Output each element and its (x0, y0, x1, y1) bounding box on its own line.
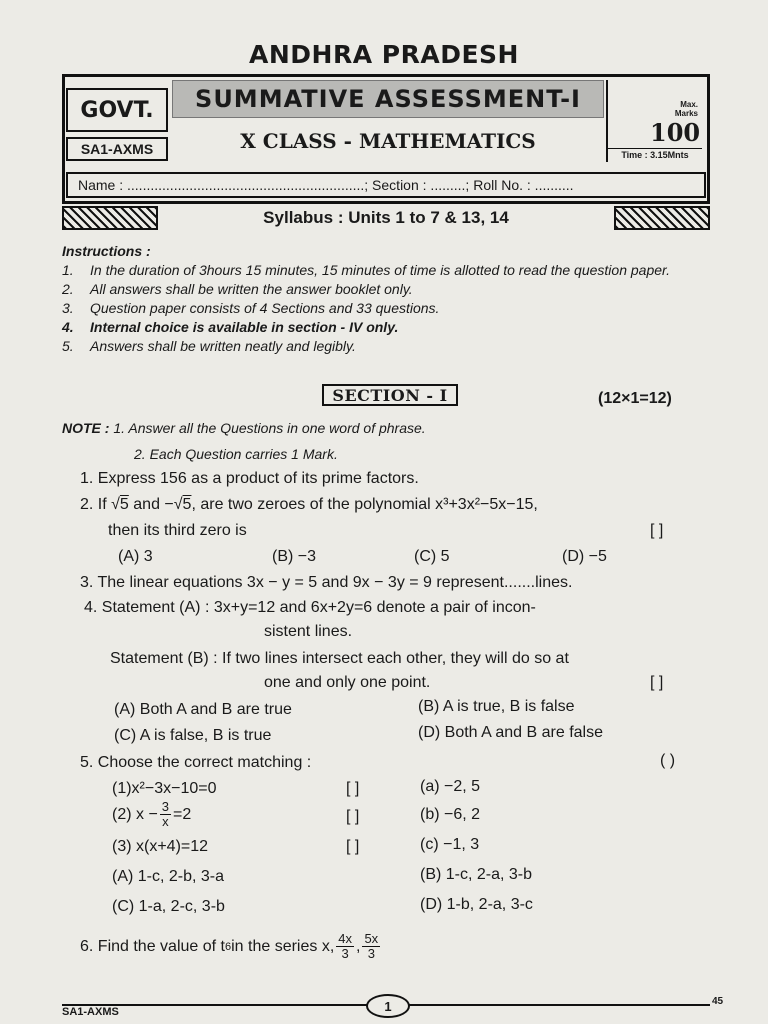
class-title: X CLASS - MATHEMATICS (240, 129, 536, 153)
page-number: 1 (366, 994, 410, 1018)
option: (C) 5 (414, 548, 450, 565)
option: (A) 1-c, 2-b, 3-a (112, 868, 225, 885)
match-right-b: (b) −6, 2 (420, 806, 481, 823)
answer-bracket: [ ] (650, 522, 664, 539)
question-2-line-2: then its third zero is (108, 522, 247, 539)
option: (C) A is false, B is true (114, 727, 272, 744)
syllabus-text: Syllabus : Units 1 to 7 & 13, 14 (263, 208, 509, 227)
assessment-banner: SUMMATIVE ASSESSMENT-I (172, 80, 604, 118)
max-marks-value: 100 (650, 118, 701, 147)
instruction-item: 4. Internal choice is available in section - IV only. (62, 319, 399, 335)
option: (B) A is true, B is false (418, 698, 575, 715)
instructions-title: Instructions : (62, 243, 151, 259)
note-line-2: 2. Each Question carries 1 Mark. (134, 446, 338, 462)
footer-code: SA1-AXMS (62, 1006, 119, 1018)
answer-bracket: [ ] (650, 674, 664, 691)
match-left-1: (1)x²−3x−10=0 (112, 780, 217, 797)
name-line: Name : .............................................................; Section : .........; Roll No. : .......... (66, 172, 706, 198)
question-6: 6. Find the value of t 6 in the series x, $\frac{4x}{3}$ , $\frac{5x}{3}$ (80, 931, 379, 961)
match-bracket: [ ] (346, 808, 360, 825)
time-label: Time : 3.15Mnts (608, 148, 702, 160)
paper-code: SA1-AXMS (66, 137, 168, 161)
question-4-statement-b: Statement (B) : If two lines intersect each other, they will do so at (110, 650, 569, 667)
question-4-statement-a-cont: sistent lines. (264, 623, 353, 640)
page-corner-number: 45 (712, 996, 724, 1007)
match-bracket: [ ] (346, 838, 360, 855)
question-4-statement-b-cont: one and only one point. (264, 674, 431, 691)
question-1: 1. Express 156 as a product of its prime factors. (80, 470, 419, 487)
question-4-statement-a: 4. Statement (A) : 3x+y=12 and 6x+2y=6 denote a pair of incon- (84, 599, 536, 616)
match-bracket: [ ] (346, 780, 360, 797)
match-right-c: (c) −1, 3 (420, 836, 480, 853)
option: (A) Both A and B are true (114, 701, 292, 718)
question-5: 5. Choose the correct matching : (80, 754, 312, 771)
option: (D) Both A and B are false (418, 724, 603, 741)
fraction: $\frac{4x}{3}$ (338, 931, 352, 961)
state-title: ANDHRA PRADESH (249, 40, 519, 69)
section-marks: (12×1=12) (598, 390, 672, 407)
option: (C) 1-a, 2-c, 3-b (112, 898, 225, 915)
instruction-item: 5. Answers shall be written neatly and legibly. (62, 338, 356, 354)
match-left-3: (3) x(x+4)=12 (112, 838, 209, 855)
fraction: $\frac{3}{x}$ (161, 799, 170, 829)
max-marks-label: Max. Marks (674, 100, 698, 118)
question-2: 2. If √5 and −√5, are two zeroes of the polynomial x³+3x²−5x−15, (80, 496, 538, 513)
answer-bracket: ( ) (660, 752, 676, 769)
instruction-item: 1. In the duration of 3hours 15 minutes, 15 minutes of time is allotted to read the question paper. (62, 262, 671, 278)
option: (B) 1-c, 2-a, 3-b (420, 866, 533, 883)
instructions (62, 242, 722, 356)
match-right-a: (a) −2, 5 (420, 778, 481, 795)
match-left-2: (2) x − $\frac{3}{x}$ =2 (112, 799, 192, 829)
option: (D) 1-b, 2-a, 3-c (420, 896, 533, 913)
option: (D) −5 (562, 548, 607, 565)
hatch-left (62, 206, 158, 230)
option: (B) −3 (272, 548, 317, 565)
note-line-1: NOTE : 1. Answer all the Questions in one word of phrase. (62, 420, 426, 436)
instruction-item: 3. Question paper consists of 4 Sections and 33 questions. (62, 300, 440, 316)
question-3: 3. The linear equations 3x − y = 5 and 9x − 3y = 9 represent.......lines. (80, 574, 573, 591)
syllabus-row (62, 206, 710, 230)
instruction-item: 2. All answers shall be written the answer booklet only. (62, 281, 413, 297)
fraction: $\frac{5x}{3}$ (364, 931, 379, 961)
option: (A) 3 (118, 548, 153, 565)
section-title: SECTION - I (322, 384, 458, 406)
govt-label: GOVT. (66, 88, 168, 132)
hatch-right (614, 206, 710, 230)
